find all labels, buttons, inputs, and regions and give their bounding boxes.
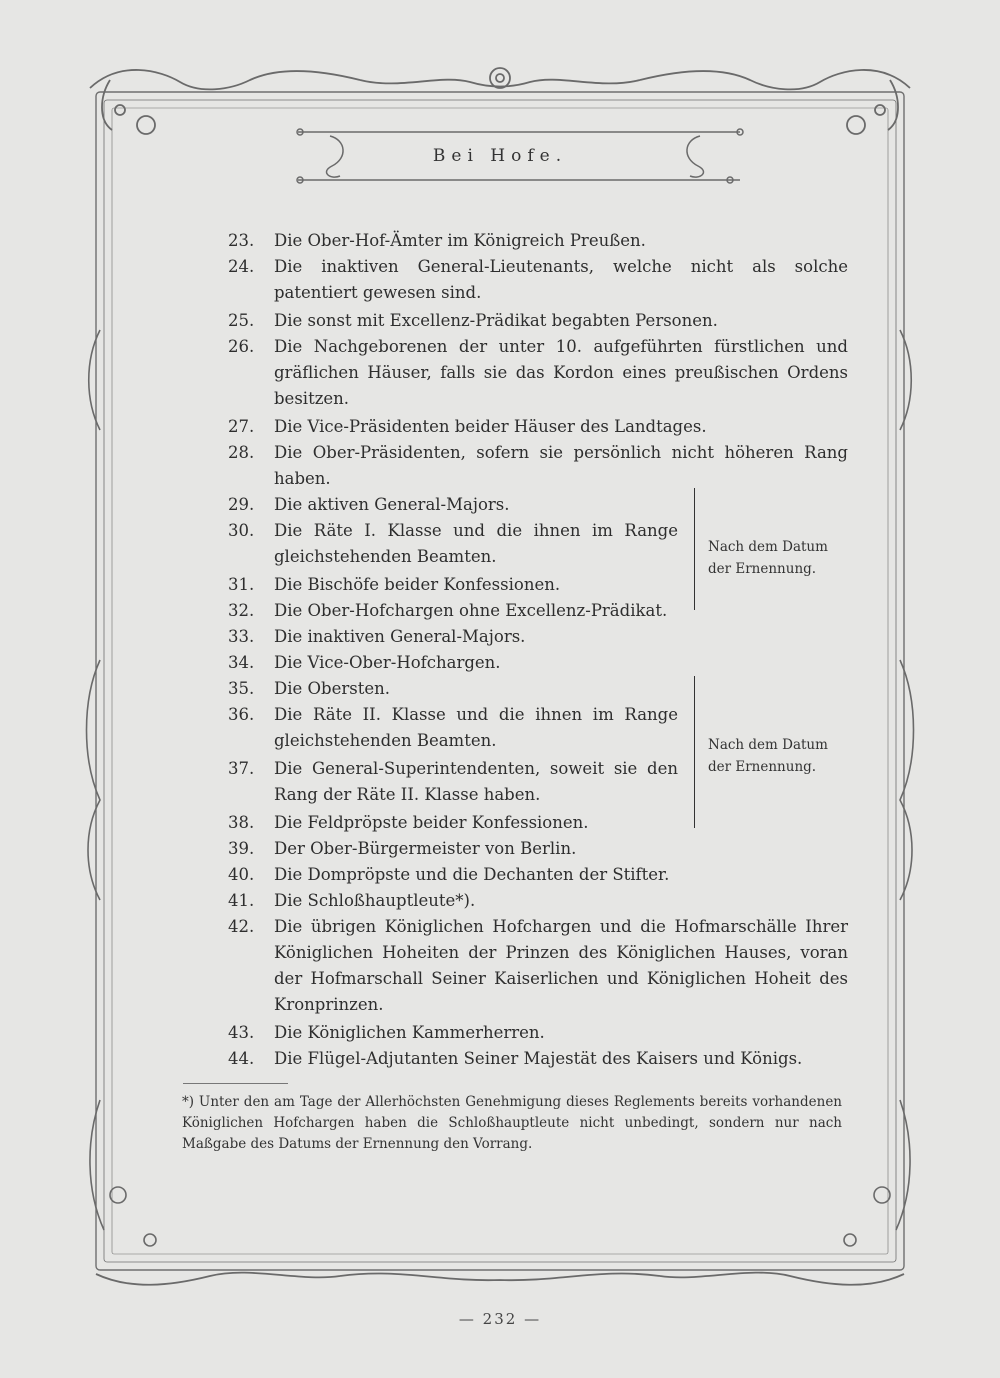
item-text: Die inaktiven General-Lieutenants, welche nicht als solche patentiert gewesen sind. (274, 257, 848, 302)
item-number: 24. (228, 257, 255, 276)
footnote-rule (183, 1083, 288, 1084)
item-text: Die Obersten. (274, 679, 390, 698)
item-text: Die aktiven General-Majors. (274, 495, 510, 514)
item-number: 35. (228, 679, 255, 698)
item-number: 31. (228, 575, 255, 594)
item-text: Die Räte I. Klasse und die ihnen im Range gleichstehenden Beamten. (274, 521, 678, 566)
list-item (228, 228, 688, 254)
bracket-note-line: Nach dem Datum (708, 737, 828, 753)
item-text: Die Ober-Hof-Ämter im Königreich Preußen. (274, 231, 646, 250)
item-text: Die General-Superintendenten, soweit sie den Rang der Räte II. Klasse haben. (274, 759, 678, 804)
item-text: Die Bischöfe beider Konfessionen. (274, 575, 561, 594)
list-item (228, 650, 688, 676)
item-number: 26. (228, 337, 255, 356)
item-text: Der Ober-Bürgermeister von Berlin. (274, 839, 577, 858)
item-text: Die Dompröpste und die Dechanten der Stifter. (274, 865, 670, 884)
running-header: Bei Hofe. (432, 146, 568, 166)
list-item (228, 756, 678, 808)
list-item (228, 624, 688, 650)
list-item (228, 1046, 848, 1072)
item-number: 36. (228, 705, 255, 724)
list-item (228, 702, 678, 754)
footnote: *) Unter den am Tage der Allerhöchsten Genehmigung dieses Reglements bereits vorhandenen Königlichen Hofchargen haben die Schloßhauptleute nicht unbedingt, sondern nur nach Maßgabe des Datums der Ernennung den Vorrang. (182, 1094, 842, 1152)
bracket-note-2 (708, 734, 828, 778)
list-item (228, 518, 678, 570)
item-text: Die Vice-Ober-Hofchargen. (274, 653, 501, 672)
item-number: 33. (228, 627, 255, 646)
item-text: Die Königlichen Kammerherren. (274, 1023, 545, 1042)
item-text: Die sonst mit Excellenz-Prädikat begabten Personen. (274, 311, 718, 330)
list-item (228, 862, 848, 888)
list-item (228, 1020, 848, 1046)
bracket-note-1 (708, 536, 828, 580)
list-item (228, 810, 688, 836)
item-number: 37. (228, 759, 255, 778)
item-text: Die inaktiven General-Majors. (274, 627, 526, 646)
list-item (228, 492, 688, 518)
item-number: 32. (228, 601, 255, 620)
bracket-note-line: Nach dem Datum (708, 539, 828, 555)
list-item (228, 572, 688, 598)
item-number: 30. (228, 521, 255, 540)
list-item (228, 888, 848, 914)
item-number: 29. (228, 495, 255, 514)
item-number: 27. (228, 417, 255, 436)
list-item (228, 598, 688, 624)
list-item (228, 914, 848, 1018)
list-item (228, 676, 688, 702)
item-number: 44. (228, 1049, 255, 1068)
item-number: 34. (228, 653, 255, 672)
item-number: 28. (228, 443, 255, 462)
item-number: 25. (228, 311, 255, 330)
item-text: Die Vice-Präsidenten beider Häuser des Landtages. (274, 417, 707, 436)
list-item (228, 308, 848, 334)
item-text: Die Räte II. Klasse und die ihnen im Range gleichstehenden Beamten. (274, 705, 678, 750)
item-number: 23. (228, 231, 255, 250)
item-number: 41. (228, 891, 255, 910)
page-number: — 232 — (458, 1310, 542, 1328)
item-text: Die Feldpröpste beider Konfessionen. (274, 813, 589, 832)
item-number: 42. (228, 917, 255, 936)
item-number: 39. (228, 839, 255, 858)
item-text: Die Nachgeborenen der unter 10. aufgeführten fürstlichen und gräflichen Häuser, falls sie das Kordon eines preußischen Ordens besitzen. (274, 337, 848, 408)
bracket-note-line: der Ernennung. (708, 759, 817, 775)
bracket-group-1 (688, 488, 695, 610)
list-item (228, 440, 848, 492)
item-number: 40. (228, 865, 255, 884)
list-item (228, 254, 848, 306)
bracket-note-line: der Ernennung. (708, 561, 817, 577)
item-text: Die Schloßhauptleute*). (274, 891, 476, 910)
item-text: Die Flügel-Adjutanten Seiner Majestät des Kaisers und Königs. (274, 1049, 803, 1068)
bracket-group-2 (688, 676, 695, 828)
list-item (228, 334, 848, 412)
item-text: Die Ober-Hofchargen ohne Excellenz-Prädikat. (274, 601, 668, 620)
list-item (228, 414, 848, 440)
item-number: 43. (228, 1023, 255, 1042)
list-item (228, 836, 848, 862)
item-text: Die übrigen Königlichen Hofchargen und die Hofmarschälle Ihrer Königlichen Hoheiten der Prinzen des Königlichen Hauses, voran der Hofmarschall Seiner Kaiserlichen und Königlichen Hoheit des Kronprinzen. (274, 917, 848, 1014)
item-text: Die Ober-Präsidenten, sofern sie persönlich nicht höheren Rang haben. (274, 443, 848, 488)
item-number: 38. (228, 813, 255, 832)
